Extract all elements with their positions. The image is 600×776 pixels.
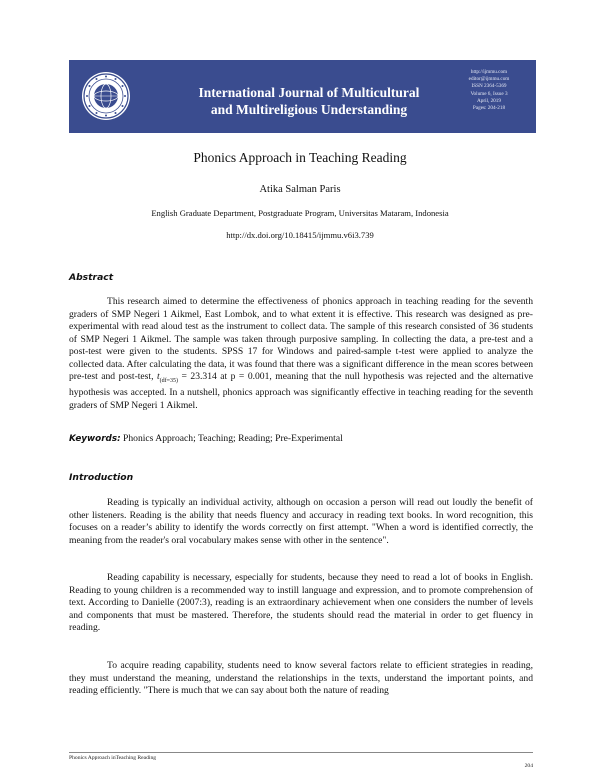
journal-info — [450, 69, 528, 112]
author-name: Atika Salman Paris — [259, 184, 341, 195]
introduction-paragraph-1: Reading is typically an individual activity, although on occasion a person will read out loudly the benefit of other listeners. Reading is the ability that needs fluency and accuracy in reading text books. In word recognition, this focuses on a reader’s ability to identify the words correctly on first attempt. "When a word is identified correctly, the meaning from the reader's oral vocabulary makes sense with other in the sentence". — [69, 497, 533, 546]
journal-date: April, 2019 — [477, 97, 501, 104]
journal-pages: Pages: 204-218 — [472, 105, 506, 112]
introduction-heading: Introduction — [69, 472, 134, 483]
journal-email[interactable]: editor@ijmmu.com — [468, 76, 510, 83]
abstract-text — [69, 296, 533, 412]
footer-divider — [69, 752, 533, 753]
footer-page-number: 204 — [524, 763, 533, 769]
abstract-text-part-1: This research aimed to determine the effectiveness of phonics approach in teaching reading for the seventh graders of SMP Negeri 1 Aikmel, East Lombok, and to what extent it is effective. This research was designed as pre-experimental with read aloud test as the instrument to collect data. The sample of this research consisted of 36 students of SMP Negeri 1 Aikmel. The sample was taken through purposive sampling. In collecting the data, a pre-test and a post-test were given to the students. SPSS 17 for Windows and paired-sample t-test were applied to analyze the collected data. After calculating the data, it was found that there was a significant difference in the mean scores between pre-test and post-test, — [69, 296, 533, 382]
introduction-paragraph-3: To acquire reading capability, students need to know several factors relate to efficient strategies in reading, they must understand the meaning, understand the relationships in the texts, understand the important points, and reading efficiently. "There is much that we can say about both the nature of reading — [69, 660, 533, 696]
author-affiliation: English Graduate Department, Postgraduate Program, Universitas Mataram, Indonesia — [151, 208, 449, 218]
introduction-paragraph-2: Reading capability is necessary, especially for students, because they need to read a lot of books in English. Reading to young children is a recommended way to instill language and expression, and to promote comprehension of text. According to Danielle (2007:3), reading is an extraordinary achievement when one considers the number of levels and components that must be mastered. Therefore, the students should read the material in order to get fluency in reading. — [69, 572, 533, 633]
t-statistic-symbol: t — [156, 371, 160, 382]
keywords-label: Keywords: — [69, 434, 121, 444]
journal-issn: ISSN 2364-5369 — [471, 83, 507, 90]
journal-volume: Volume 6, Issue 3 — [470, 90, 508, 97]
journal-title-line-1: International Journal of Multicultural — [198, 85, 420, 100]
paper-title: Phonics Approach in Teaching Reading — [193, 150, 407, 165]
keywords-text: Phonics Approach; Teaching; Reading; Pre-Experimental — [123, 433, 343, 444]
abstract-heading: Abstract — [69, 272, 114, 283]
journal-title — [179, 84, 439, 118]
abstract-text-part-2: = 23.314 at p = 0.001, meaning that the null hypothesis was rejected and the alternative hypothesis was accepted. In a nutshell, phonics approach was significantly effective in teaching reading for the seventh graders of SMP Negeri 1 Aikmel. — [69, 371, 533, 411]
doi-link[interactable]: http://dx.doi.org/10.18415/ijmmu.v6i3.739 — [226, 230, 374, 240]
journal-header — [69, 60, 536, 133]
journal-logo-icon — [82, 72, 130, 120]
journal-url[interactable]: http://ijmmu.com — [470, 69, 508, 75]
footer-running-title: Phonics Approach inTeaching Reading — [69, 755, 157, 761]
keywords-line — [69, 433, 539, 444]
t-statistic-subscript: (df=35) — [159, 377, 179, 384]
journal-title-line-2: and Multireligious Understanding — [210, 102, 408, 117]
